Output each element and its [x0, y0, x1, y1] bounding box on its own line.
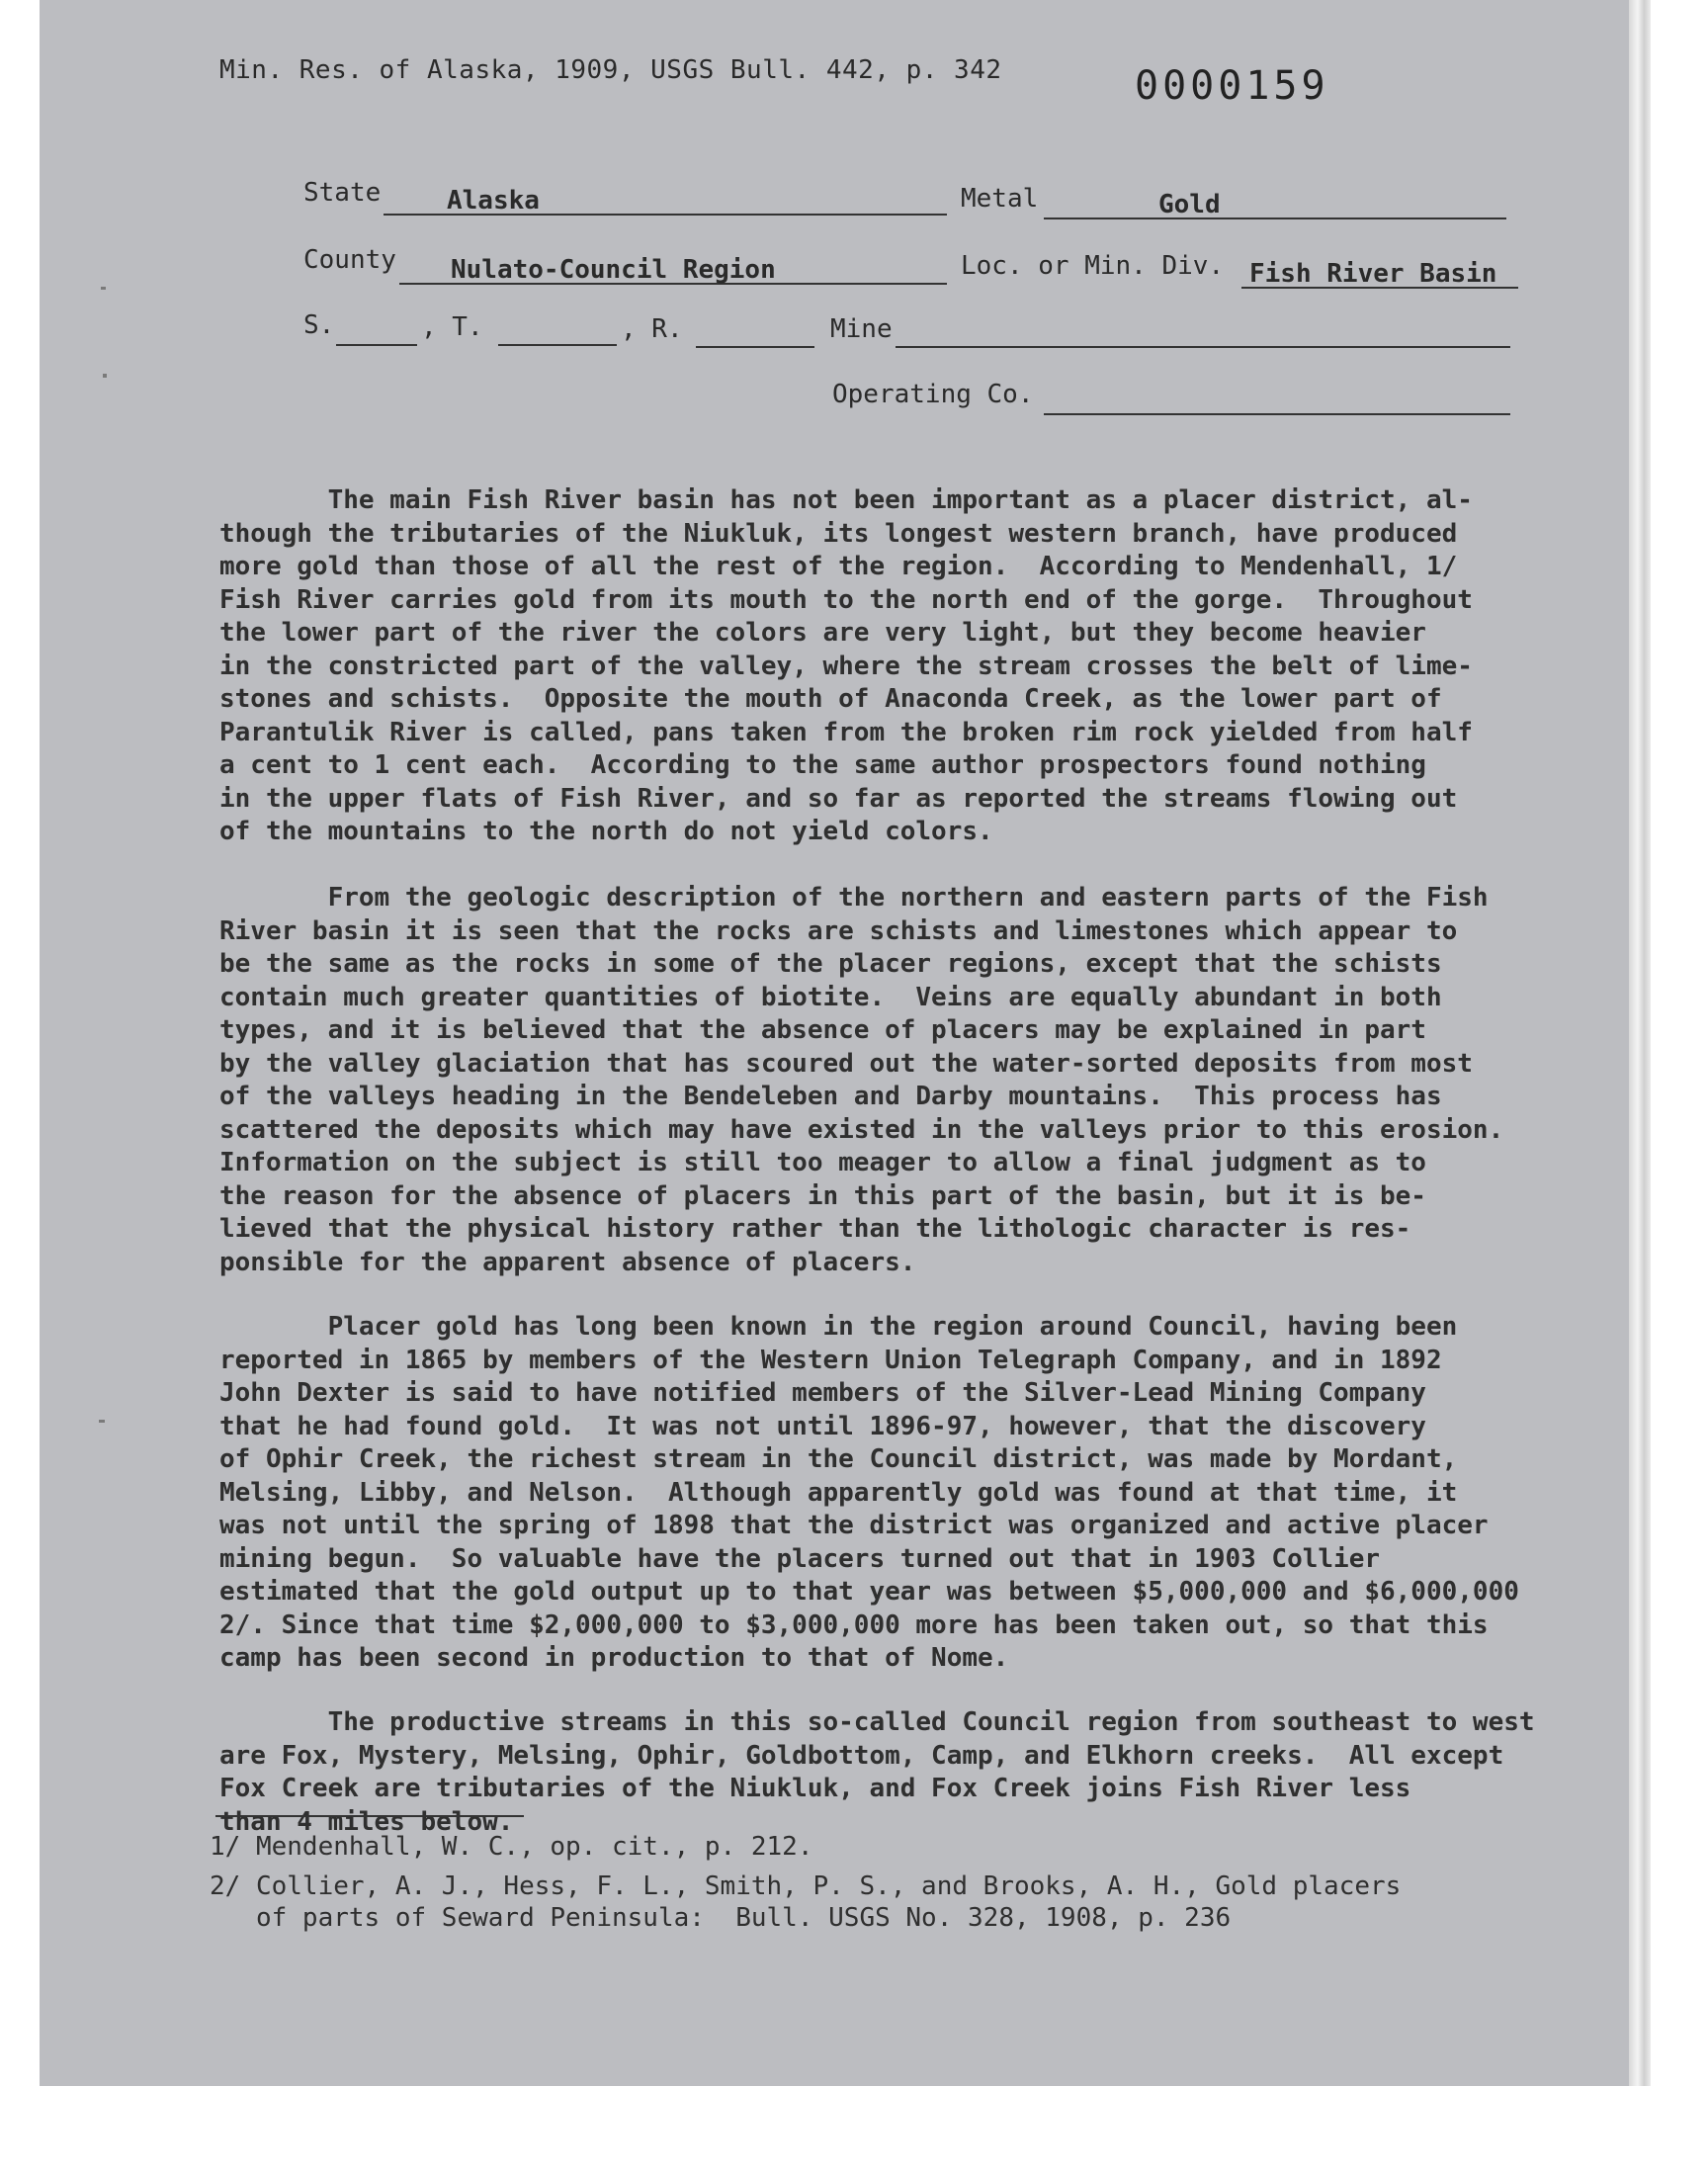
township-label: , T.	[421, 312, 483, 342]
source-citation: Min. Res. of Alaska, 1909, USGS Bull. 442, p. 342	[219, 55, 1002, 85]
range-line	[696, 346, 814, 348]
paragraph-productive-streams: The productive streams in this so-called Council region from southeast to west are Fox, Mystery, Melsing, Ophir, Goldbottom, Camp, and Elkhorn creeks. All except Fox Creek are tributaries of the Niukluk, and Fox Creek joins Fish River less than 4 miles below.	[219, 1707, 1535, 1837]
county-value: Nulato-Council Region	[451, 255, 776, 285]
operating-co-label: Operating Co.	[832, 380, 1034, 409]
paragraph-geologic-description: From the geologic description of the northern and eastern parts of the Fish River basin it is seen that the rocks are schists and limestones which appear to be the same as the rocks in some of the placer regions, except that the schists contain much greater quantities of biotite. Veins are equally abundant in both types, and it is believed that the absence of placers may be explained in part by the valley glaciation that has scoured out the water-sorted deposits from most of the valleys heading in the Bendeleben and Darby mountains. This process has scattered the deposits which may have existed in the valleys prior to this erosion. Information on the subject is still too meager to allow a final judgment as to the reason for the absence of placers in this part of the basin, but it is be- lieved that the physical history rather than the lithologic character is res- ponsible for the apparent absence of placers.	[219, 883, 1504, 1277]
document-number: 0000159	[1135, 63, 1329, 109]
metal-label: Metal	[961, 184, 1039, 214]
loc-value: Fish River Basin	[1249, 259, 1497, 289]
scan-speck	[101, 287, 106, 290]
county-label: County	[303, 245, 396, 275]
loc-label: Loc. or Min. Div.	[961, 251, 1225, 281]
paragraph-council-history: Placer gold has long been known in the region around Council, having been reported in 1865 by members of the Western Union Telegraph Company, and in 1892 John Dexter is said to have notified members of the Silver-Lead Mining Company that he had found gold. It was not until 1896-97, however, that the discovery of Ophir Creek, the richest stream in the Council district, was made by Mordant, Melsing, Libby, and Nelson. Although apparently gold was found at that time, it was not until the spring of 1898 that the district was organized and active placer mining begun. So valuable have the placers turned out that in 1903 Collier estimated that the gold output up to that year was between $5,000,000 and $6,000,000 2/. Since that time $2,000,000 to $3,000,000 more has been taken out, so that this camp has been second in production to that of Nome.	[219, 1312, 1519, 1673]
state-label: State	[303, 178, 382, 208]
mine-line	[896, 346, 1510, 348]
paragraph-fish-river-basin: The main Fish River basin has not been important as a placer district, al- though the tributaries of the Niukluk, its longest western branch, have produced more gold than those of all the rest of the region. According to Mendenhall, 1/ Fish River carries gold from its mouth to the north end of the gorge. Throughout the lower part of the river the colors are very light, but they become heavier in the constricted part of the valley, where the stream crosses the belt of lime- stones and schists. Opposite the mouth of Anaconda Creek, as the lower part of Parantulik River is called, pans taken from the broken rim rock yielded from half a cent to 1 cent each. According to the same author prospectors found nothing in the upper flats of Fish River, and so far as reported the streams flowing out of the mountains to the north do not yield colors.	[219, 485, 1473, 846]
footnote-2: 2/ Collier, A. J., Hess, F. L., Smith, P. S., and Brooks, A. H., Gold placers of parts of Seward Peninsula: Bull. USGS No. 328, 1908, p. 236	[210, 1871, 1402, 1933]
scan-speck	[103, 374, 107, 378]
scan-edge	[1629, 0, 1651, 2086]
section-label: S.	[303, 310, 335, 340]
section-line	[336, 344, 417, 346]
mine-label: Mine	[830, 314, 893, 344]
range-label: , R.	[621, 314, 683, 344]
metal-line	[1044, 218, 1506, 219]
footnote-1: 1/ Mendenhall, W. C., op. cit., p. 212.	[210, 1832, 813, 1862]
township-line	[498, 344, 617, 346]
state-value: Alaska	[447, 186, 540, 216]
scan-speck	[99, 1420, 105, 1423]
metal-value: Gold	[1158, 190, 1221, 219]
operating-co-line	[1044, 413, 1510, 415]
footnote-separator	[215, 1815, 524, 1817]
